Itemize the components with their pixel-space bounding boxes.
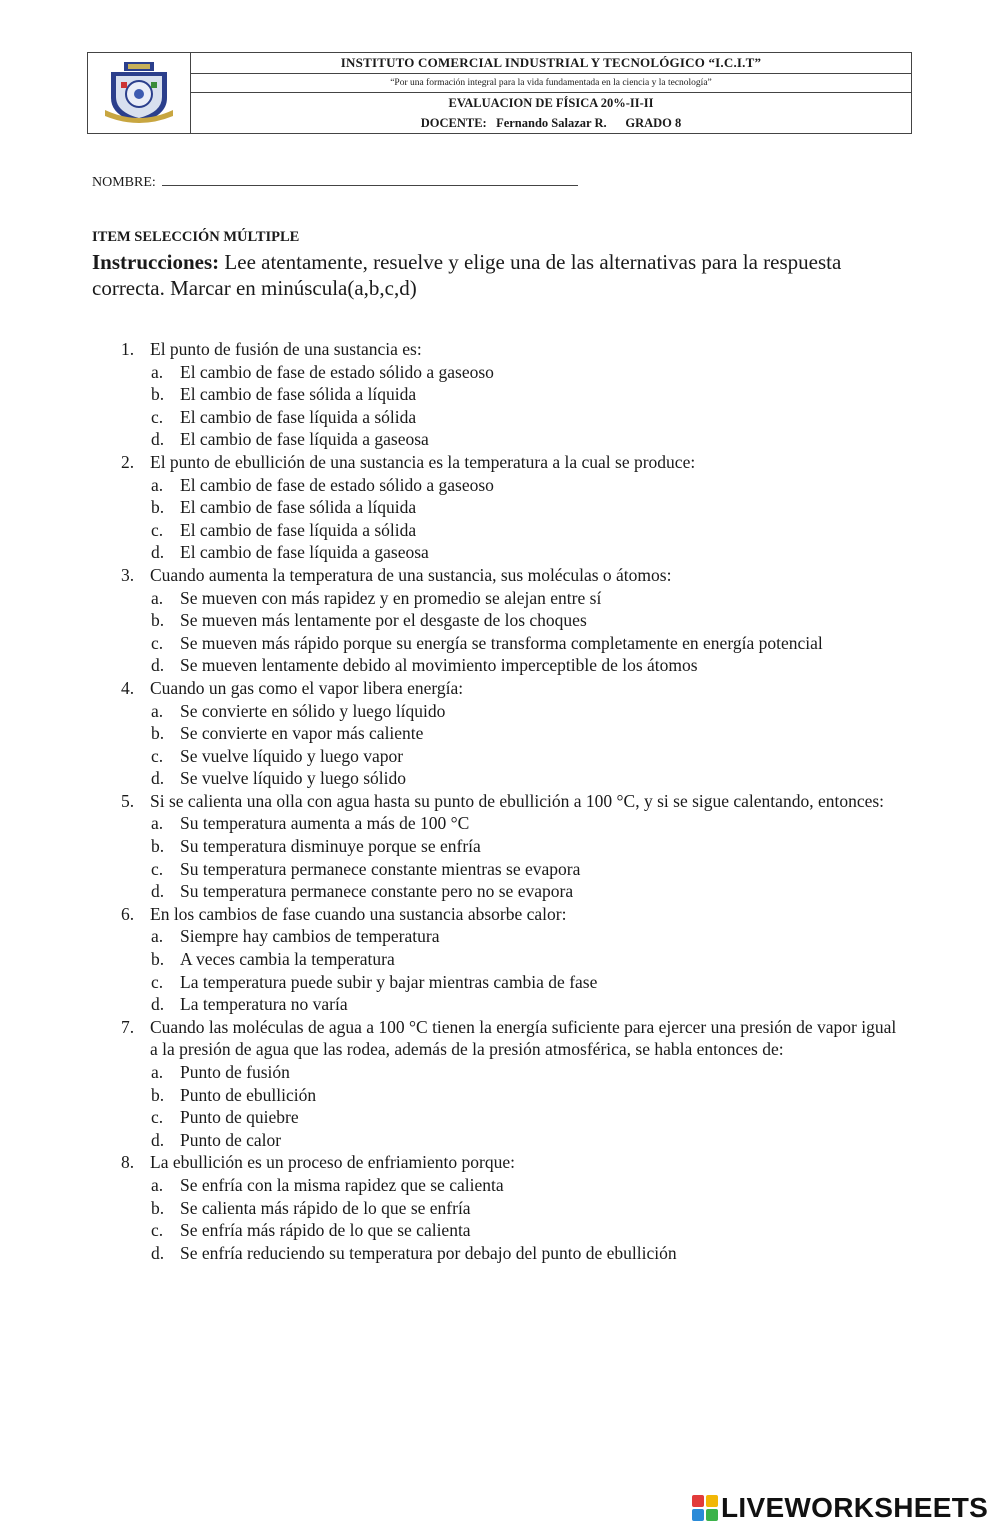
option-2-d	[0, 541, 1000, 564]
option-letter: b.	[151, 610, 165, 631]
question-list	[0, 338, 1000, 1264]
option-5-b	[0, 835, 1000, 858]
header-table	[87, 52, 912, 134]
option-letter: d.	[151, 1242, 165, 1263]
institution-motto: “Por una formación integral para la vida fundamentada en la ciencia y la tecnología”	[191, 74, 911, 93]
option-3-c	[0, 632, 1000, 655]
option-letter: a.	[151, 813, 164, 834]
option-text: El cambio de fase de estado sólido a gaseoso	[180, 474, 494, 495]
option-letter: c.	[151, 745, 164, 766]
option-text: El cambio de fase líquida a gaseosa	[180, 429, 429, 450]
instructions	[92, 249, 852, 301]
question-6	[0, 903, 1000, 926]
option-text: Se mueven más rápido porque su energía se transforma completamente en energía potencial	[180, 632, 823, 653]
instructions-label: Instrucciones:	[92, 250, 220, 274]
option-text: Se mueven lentamente debido al movimiento imperceptible de los átomos	[180, 655, 698, 676]
option-text: Se enfría reduciendo su temperatura por debajo del punto de ebullición	[180, 1242, 677, 1263]
name-input-line[interactable]	[162, 173, 578, 186]
option-text: El cambio de fase líquida a gaseosa	[180, 542, 429, 563]
instructions-text: Lee atentamente, resuelve y elige una de las alternativas para la respuesta correcta. Marcar en minúscula(a,b,c,d)	[92, 250, 842, 300]
option-letter: c.	[151, 519, 164, 540]
option-letter: c.	[151, 1107, 164, 1128]
question-number: 6.	[121, 903, 135, 924]
option-text: Se enfría más rápido de lo que se calienta	[180, 1220, 471, 1241]
option-letter: c.	[151, 858, 164, 879]
option-4-b	[0, 722, 1000, 745]
option-text: Su temperatura disminuye porque se enfría	[180, 836, 481, 857]
option-letter: b.	[151, 723, 165, 744]
option-letter: b.	[151, 949, 165, 970]
option-text: Su temperatura permanece constante mientras se evapora	[180, 858, 581, 879]
option-text: La temperatura no varía	[180, 994, 348, 1015]
option-6-a	[0, 925, 1000, 948]
option-text: Su temperatura permanece constante pero no se evapora	[180, 881, 574, 902]
option-letter: a.	[151, 1062, 164, 1082]
option-letter: a.	[151, 587, 164, 608]
question-text: Cuando aumenta la temperatura de una sustancia, sus moléculas o átomos:	[150, 564, 672, 585]
section-title: ITEM SELECCIÓN MÚLTIPLE	[92, 229, 300, 245]
option-4-a	[0, 700, 1000, 723]
option-text: El cambio de fase líquida a sólida	[180, 519, 417, 540]
teacher-label: DOCENTE:	[420, 115, 487, 130]
question-4	[0, 677, 1000, 700]
option-letter: c.	[151, 971, 164, 992]
option-text: Se calienta más rápido de lo que se enfría	[180, 1197, 471, 1218]
option-8-d	[0, 1242, 1000, 1265]
option-letter: c.	[151, 1220, 164, 1241]
option-1-c	[0, 406, 1000, 429]
option-text: Se convierte en vapor más caliente	[180, 723, 424, 744]
option-letter: a.	[151, 700, 164, 721]
name-field	[92, 173, 578, 191]
option-1-d	[0, 428, 1000, 451]
teacher-grade-row	[191, 113, 911, 133]
option-5-c	[0, 858, 1000, 881]
option-1-b	[0, 383, 1000, 406]
watermark-text: LIVEWORKSHEETS	[721, 1492, 989, 1523]
option-letter: d.	[151, 768, 165, 789]
question-number: 1.	[121, 339, 135, 359]
option-text: Se convierte en sólido y luego líquido	[180, 700, 446, 721]
option-letter: d.	[151, 429, 165, 450]
option-3-a	[0, 587, 1000, 610]
option-2-c	[0, 519, 1000, 542]
option-letter: b.	[151, 1197, 165, 1218]
option-text: Se vuelve líquido y luego vapor	[180, 745, 404, 766]
liveworksheets-logo-icon	[692, 1495, 718, 1521]
option-text: El cambio de fase de estado sólido a gaseoso	[180, 361, 494, 382]
question-text: Si se calienta una olla con agua hasta su punto de ebullición a 100 °C, y si se sigue calentando, entonces:	[150, 790, 885, 811]
option-letter: d.	[151, 994, 165, 1015]
option-7-c	[0, 1106, 1000, 1129]
option-letter: c.	[151, 632, 164, 653]
teacher-name: Fernando Salazar R.	[496, 115, 607, 130]
question-number: 8.	[121, 1152, 135, 1173]
option-3-b	[0, 609, 1000, 632]
option-letter: a.	[151, 1174, 164, 1195]
option-4-c	[0, 745, 1000, 768]
option-letter: b.	[151, 836, 165, 857]
option-6-b	[0, 948, 1000, 971]
option-letter: d.	[151, 1129, 165, 1150]
option-4-d	[0, 767, 1000, 790]
name-label: NOMBRE:	[92, 175, 156, 190]
question-number: 5.	[121, 790, 135, 811]
option-letter: a.	[151, 926, 164, 947]
option-text: Punto de quiebre	[180, 1107, 299, 1128]
question-number: 3.	[121, 564, 135, 585]
option-text: Se mueven con más rapidez y en promedio se alejan entre sí	[180, 587, 602, 608]
option-text: A veces cambia la temperatura	[180, 949, 395, 970]
option-letter: d.	[151, 655, 165, 676]
option-text: El cambio de fase sólida a líquida	[180, 384, 417, 405]
option-letter: b.	[151, 497, 165, 518]
option-text: Punto de ebullición	[180, 1084, 317, 1105]
question-text: El punto de ebullición de una sustancia es la temperatura a la cual se produce:	[150, 451, 696, 472]
option-2-b	[0, 496, 1000, 519]
option-5-d	[0, 880, 1000, 903]
option-text: Siempre hay cambios de temperatura	[180, 926, 440, 947]
option-text: Se vuelve líquido y luego sólido	[180, 768, 407, 789]
option-3-d	[0, 654, 1000, 677]
option-7-b	[0, 1084, 1000, 1107]
option-6-c	[0, 971, 1000, 994]
option-text: Se mueven más lentamente por el desgaste de los choques	[180, 610, 587, 631]
option-letter: b.	[151, 1084, 165, 1105]
question-text: En los cambios de fase cuando una sustancia absorbe calor:	[150, 903, 567, 924]
option-text: La temperatura puede subir y bajar mientras cambia de fase	[180, 971, 598, 992]
option-6-d	[0, 993, 1000, 1016]
question-number: 2.	[121, 451, 135, 472]
option-8-c	[0, 1219, 1000, 1242]
school-logo	[88, 53, 191, 133]
question-1	[0, 338, 1000, 361]
option-text: El cambio de fase sólida a líquida	[180, 497, 417, 518]
option-1-a	[0, 361, 1000, 384]
option-text: Punto de calor	[180, 1129, 282, 1150]
option-letter: d.	[151, 881, 165, 902]
question-number: 4.	[121, 677, 135, 698]
option-letter: c.	[151, 406, 164, 427]
option-text: El cambio de fase líquida a sólida	[180, 406, 417, 427]
question-8	[0, 1151, 1000, 1174]
institution-name: INSTITUTO COMERCIAL INDUSTRIAL Y TECNOLÓGICO “I.C.I.T”	[191, 53, 911, 74]
option-5-a	[0, 812, 1000, 835]
question-text: La ebullición es un proceso de enfriamiento porque:	[150, 1152, 515, 1173]
option-text: Se enfría con la misma rapidez que se calienta	[180, 1174, 504, 1195]
option-text: Su temperatura aumenta a más de 100 °C	[180, 813, 470, 834]
liveworksheets-watermark	[692, 1492, 988, 1524]
evaluation-title: EVALUACION DE FÍSICA 20%-II-II	[448, 95, 654, 110]
school-crest-icon	[103, 60, 175, 126]
option-8-a	[0, 1174, 1000, 1197]
question-2	[0, 451, 1000, 474]
question-5	[0, 790, 1000, 813]
grade-label: GRADO 8	[625, 115, 682, 130]
question-text: El punto de fusión de una sustancia es:	[150, 339, 422, 359]
question-7	[0, 1016, 1000, 1061]
option-letter: d.	[151, 542, 165, 563]
option-2-a	[0, 474, 1000, 497]
question-number: 7.	[121, 1016, 135, 1037]
option-7-d	[0, 1129, 1000, 1152]
option-7-a	[0, 1061, 1000, 1084]
question-text: Cuando las moléculas de agua a 100 °C tienen la energía suficiente para ejercer una presión de vapor igual a la presión de agua que las rodea, además de la presión atmosférica, se habla entonces de:	[150, 1016, 897, 1060]
option-text: Punto de fusión	[180, 1062, 290, 1082]
question-3	[0, 564, 1000, 587]
option-letter: a.	[151, 361, 164, 382]
question-text: Cuando un gas como el vapor libera energía:	[150, 677, 464, 698]
option-8-b	[0, 1197, 1000, 1220]
option-letter: b.	[151, 384, 165, 405]
option-letter: a.	[151, 474, 164, 495]
